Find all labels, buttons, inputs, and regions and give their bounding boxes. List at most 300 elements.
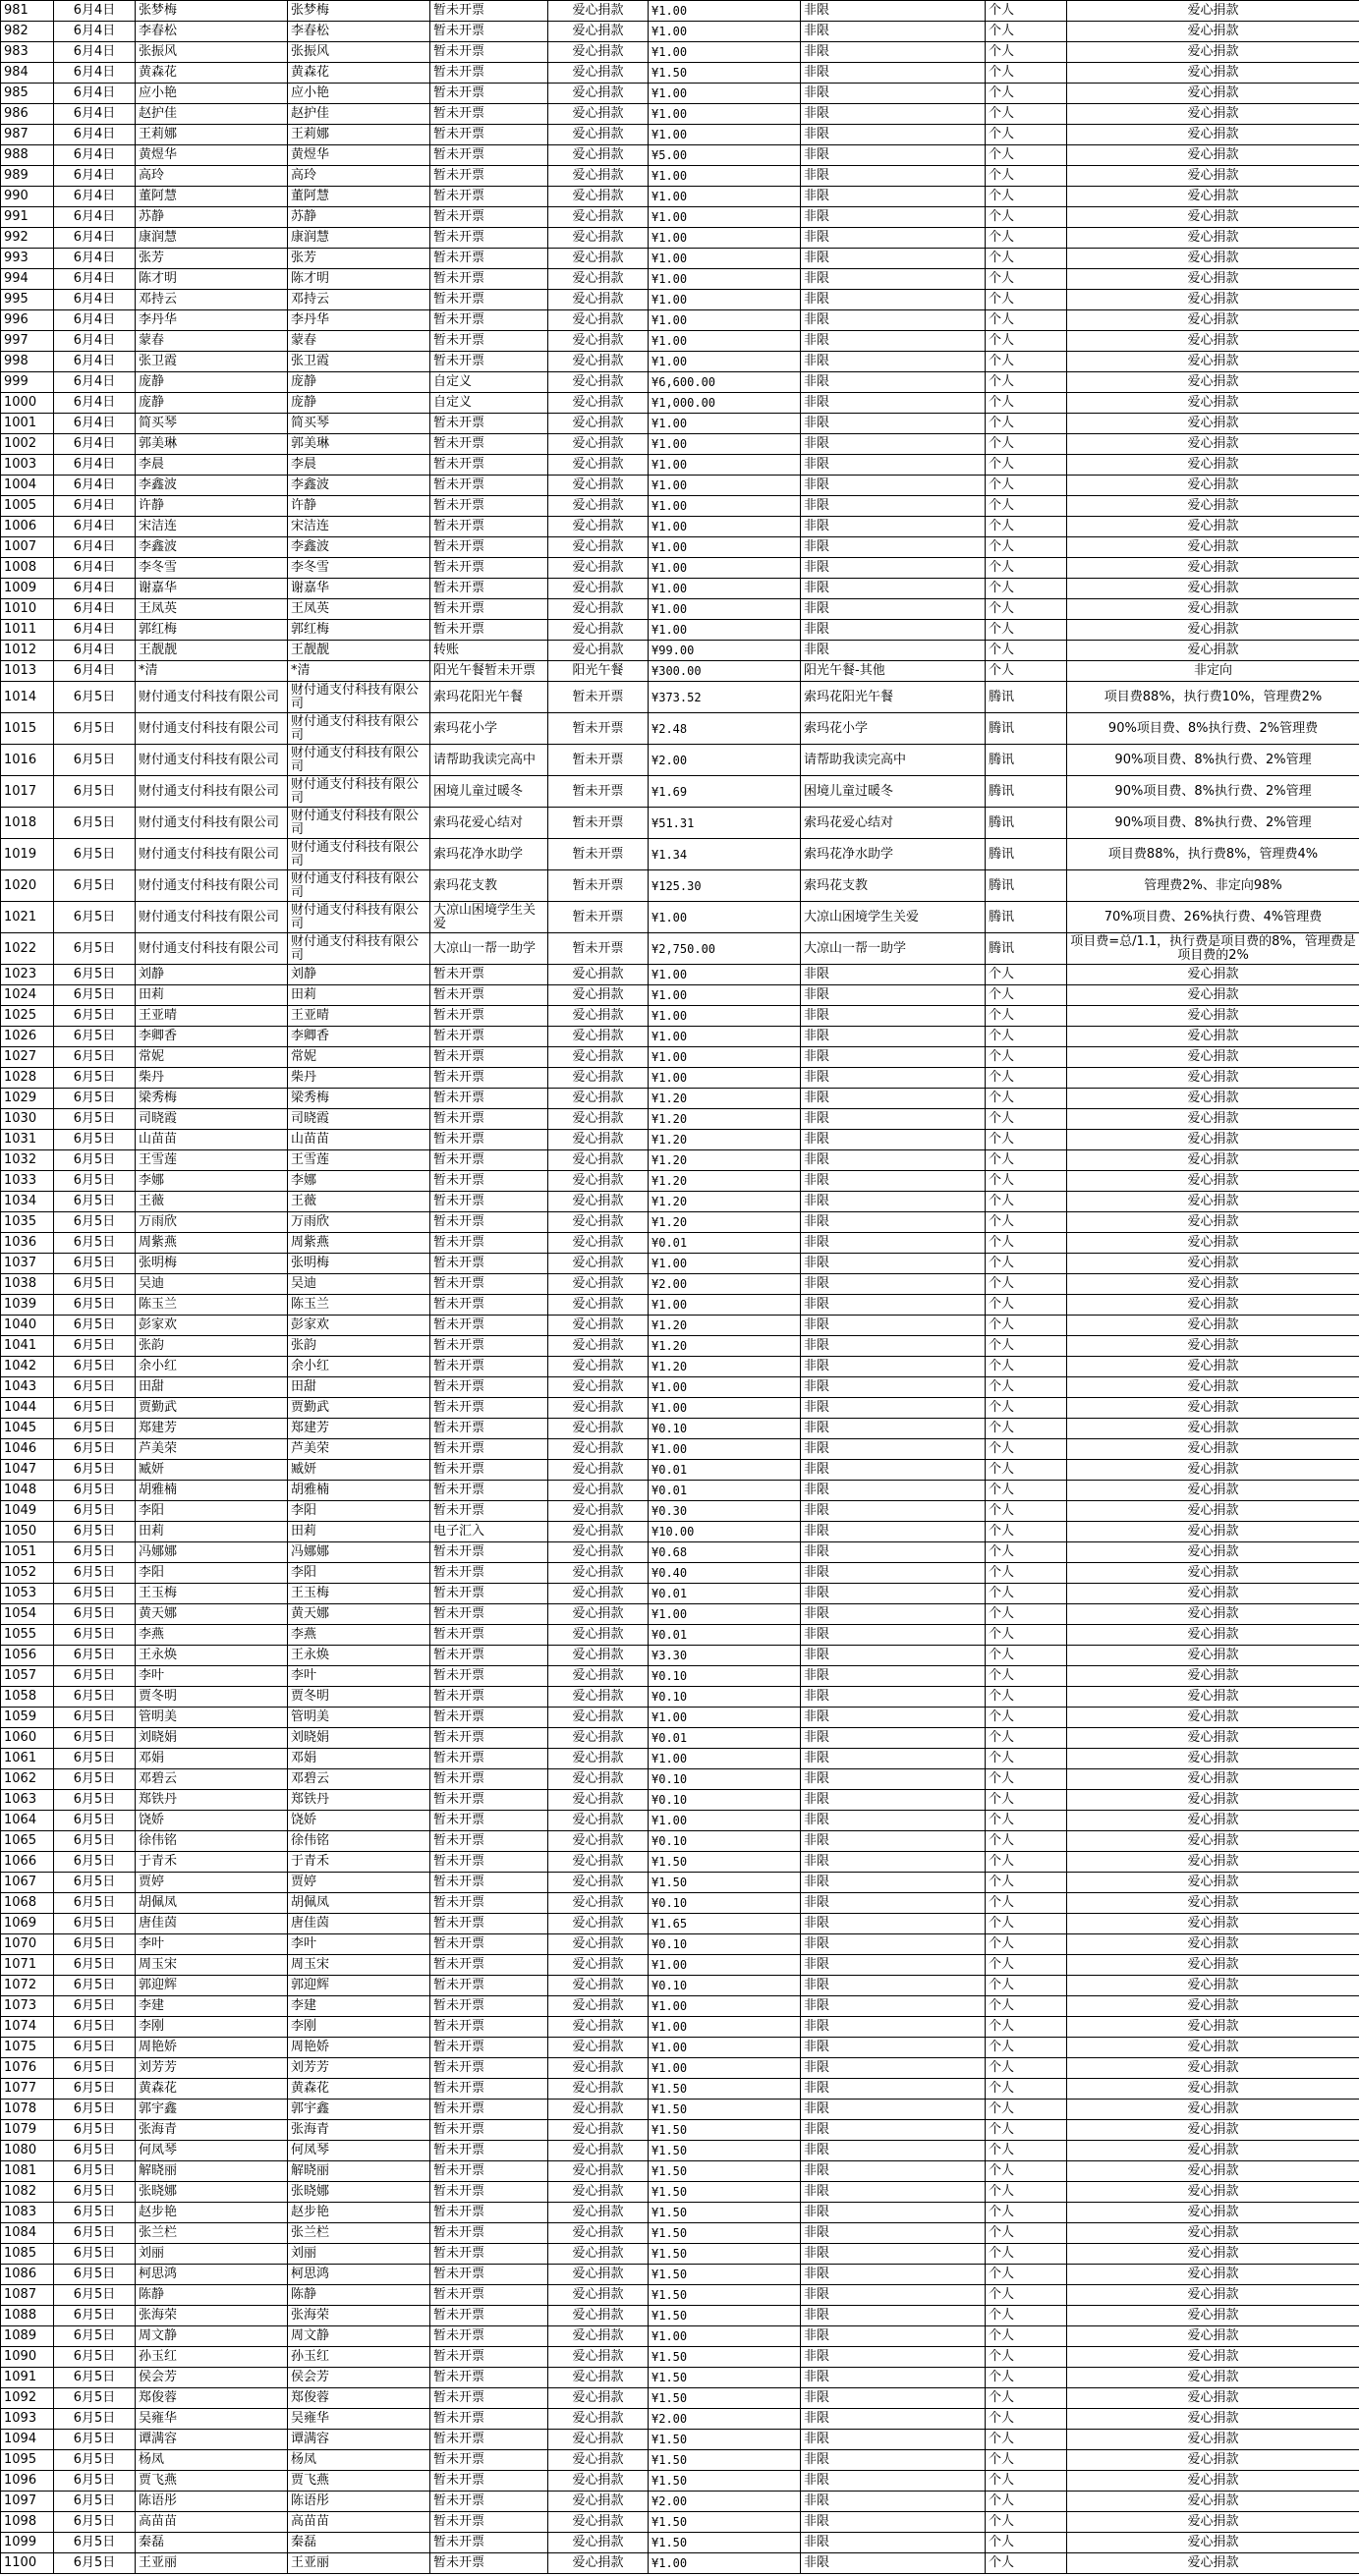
table-row — [1, 661, 1359, 682]
invoice-status-cell: 索玛花支教 — [430, 870, 548, 902]
table-row — [1, 2512, 1359, 2533]
donor-category-cell: 个人 — [986, 393, 1067, 414]
donation-date-cell: 6月4日 — [54, 104, 136, 125]
donation-date-cell: 6月5日 — [54, 1811, 136, 1831]
restriction-cell: 非限 — [801, 1996, 986, 2017]
invoice-status-cell: 暂未开票 — [430, 352, 548, 372]
donation-type-cell: 爱心捐款 — [548, 1914, 649, 1934]
donation-type-cell: 爱心捐款 — [548, 372, 649, 393]
invoice-status-cell: 暂未开票 — [430, 63, 548, 84]
fund-usage-cell: 爱心捐款 — [1067, 2161, 1359, 2182]
table-row — [1, 1171, 1359, 1192]
table-row — [1, 2120, 1359, 2141]
invoice-status-cell: 暂未开票 — [430, 1914, 548, 1934]
record-number-cell: 1092 — [1, 2388, 54, 2409]
fund-usage-cell: 爱心捐款 — [1067, 2326, 1359, 2347]
payer-name-cell: 饶娇 — [288, 1811, 430, 1831]
donation-type-cell: 爱心捐款 — [548, 2533, 649, 2553]
invoice-status-cell: 暂未开票 — [430, 1481, 548, 1501]
record-number-cell: 1043 — [1, 1377, 54, 1398]
invoice-status-cell: 暂未开票 — [430, 1955, 548, 1976]
record-number-cell: 1035 — [1, 1212, 54, 1233]
table-row — [1, 63, 1359, 84]
donation-type-cell: 爱心捐款 — [548, 1357, 649, 1377]
table-row — [1, 1934, 1359, 1955]
record-number-cell: 990 — [1, 187, 54, 207]
donor-category-cell: 个人 — [986, 2326, 1067, 2347]
donor-name-cell: 贾飞燕 — [136, 2471, 288, 2492]
donation-date-cell: 6月5日 — [54, 1852, 136, 1873]
invoice-status-cell: 暂未开票 — [430, 1233, 548, 1254]
invoice-status-cell: 暂未开票 — [430, 414, 548, 434]
payer-name-cell: 张明梅 — [288, 1254, 430, 1274]
donor-category-cell: 个人 — [986, 1604, 1067, 1625]
payer-name-cell: 郭迎辉 — [288, 1976, 430, 1996]
record-number-cell: 1084 — [1, 2223, 54, 2244]
donation-type-cell: 爱心捐款 — [548, 2100, 649, 2120]
donor-name-cell: 何凤琴 — [136, 2141, 288, 2161]
invoice-status-cell: 暂未开票 — [430, 2430, 548, 2450]
invoice-status-cell: 暂未开票 — [430, 558, 548, 579]
donation-date-cell: 6月5日 — [54, 1542, 136, 1563]
restriction-cell: 非限 — [801, 2141, 986, 2161]
fund-usage-cell: 爱心捐款 — [1067, 125, 1359, 145]
donation-date-cell: 6月5日 — [54, 2203, 136, 2223]
payer-name-cell: 赵护佳 — [288, 104, 430, 125]
restriction-cell: 大凉山一帮一助学 — [801, 933, 986, 965]
donation-type-cell: 爱心捐款 — [548, 2182, 649, 2203]
record-number-cell: 1082 — [1, 2182, 54, 2203]
invoice-status-cell: 暂未开票 — [430, 2368, 548, 2388]
fund-usage-cell: 爱心捐款 — [1067, 2553, 1359, 2574]
invoice-status-cell: 暂未开票 — [430, 228, 548, 249]
restriction-cell: 非限 — [801, 1687, 986, 1708]
donation-type-cell: 爱心捐款 — [548, 1604, 649, 1625]
invoice-status-cell: 暂未开票 — [430, 84, 548, 104]
restriction-cell: 非限 — [801, 641, 986, 661]
donor-category-cell: 个人 — [986, 1542, 1067, 1563]
invoice-status-cell: 暂未开票 — [430, 2223, 548, 2244]
record-number-cell: 1036 — [1, 1233, 54, 1254]
invoice-status-cell: 暂未开票 — [430, 1212, 548, 1233]
table-row — [1, 269, 1359, 290]
restriction-cell: 非限 — [801, 1027, 986, 1047]
donor-name-cell: 陈语彤 — [136, 2492, 288, 2512]
donation-type-cell: 爱心捐款 — [548, 1769, 649, 1790]
donation-date-cell: 6月5日 — [54, 2347, 136, 2368]
payer-name-cell: 常妮 — [288, 1047, 430, 1068]
donation-date-cell: 6月5日 — [54, 1914, 136, 1934]
table-row — [1, 2265, 1359, 2285]
payer-name-cell: 梁秀梅 — [288, 1089, 430, 1109]
record-number-cell: 983 — [1, 42, 54, 63]
table-row — [1, 42, 1359, 63]
record-number-cell: 1015 — [1, 713, 54, 745]
table-row — [1, 1068, 1359, 1089]
donor-category-cell: 个人 — [986, 1419, 1067, 1439]
table-row — [1, 2038, 1359, 2058]
donor-category-cell: 个人 — [986, 1955, 1067, 1976]
invoice-status-cell: 暂未开票 — [430, 1831, 548, 1852]
fund-usage-cell: 爱心捐款 — [1067, 1316, 1359, 1336]
donor-category-cell: 个人 — [986, 42, 1067, 63]
fund-usage-cell: 爱心捐款 — [1067, 1192, 1359, 1212]
amount-cell: ¥1.50 — [649, 2223, 801, 2244]
amount-cell: ¥0.01 — [649, 1233, 801, 1254]
donor-name-cell: 邓持云 — [136, 290, 288, 310]
restriction-cell: 非限 — [801, 1501, 986, 1522]
donor-name-cell: 郑建芳 — [136, 1419, 288, 1439]
donor-name-cell: 管明美 — [136, 1708, 288, 1728]
donor-name-cell: 田甜 — [136, 1377, 288, 1398]
donation-date-cell: 6月5日 — [54, 2306, 136, 2326]
record-number-cell: 1022 — [1, 933, 54, 965]
amount-cell: ¥1.50 — [649, 2430, 801, 2450]
donor-category-cell: 个人 — [986, 1914, 1067, 1934]
donor-category-cell: 个人 — [986, 2450, 1067, 2471]
donor-name-cell: 周紫燕 — [136, 1233, 288, 1254]
record-number-cell: 1089 — [1, 2326, 54, 2347]
invoice-status-cell: 暂未开票 — [430, 125, 548, 145]
payer-name-cell: 刘丽 — [288, 2244, 430, 2265]
table-row — [1, 434, 1359, 455]
donor-category-cell: 个人 — [986, 2100, 1067, 2120]
invoice-status-cell: 暂未开票 — [430, 1006, 548, 1027]
fund-usage-cell: 爱心捐款 — [1067, 599, 1359, 620]
record-number-cell: 1069 — [1, 1914, 54, 1934]
amount-cell: ¥1.50 — [649, 2161, 801, 2182]
donor-name-cell: 财付通支付科技有限公司 — [136, 839, 288, 870]
donation-date-cell: 6月5日 — [54, 1171, 136, 1192]
fund-usage-cell: 爱心捐款 — [1067, 1728, 1359, 1749]
donor-category-cell: 个人 — [986, 2492, 1067, 2512]
donor-name-cell: 徐伟铭 — [136, 1831, 288, 1852]
donor-name-cell: 蒙春 — [136, 331, 288, 352]
donor-name-cell: 万雨欣 — [136, 1212, 288, 1233]
fund-usage-cell: 爱心捐款 — [1067, 2450, 1359, 2471]
donor-name-cell: 刘晓娟 — [136, 1728, 288, 1749]
donor-name-cell: 刘静 — [136, 965, 288, 985]
donation-date-cell: 6月4日 — [54, 331, 136, 352]
amount-cell: ¥1.00 — [649, 558, 801, 579]
table-row — [1, 496, 1359, 517]
amount-cell: ¥2,750.00 — [649, 933, 801, 965]
donation-date-cell: 6月5日 — [54, 2038, 136, 2058]
donation-date-cell: 6月4日 — [54, 1, 136, 22]
invoice-status-cell: 暂未开票 — [430, 985, 548, 1006]
table-row — [1, 1708, 1359, 1728]
record-number-cell: 1000 — [1, 393, 54, 414]
amount-cell: ¥1.20 — [649, 1212, 801, 1233]
fund-usage-cell: 爱心捐款 — [1067, 1831, 1359, 1852]
donor-name-cell: 山苗苗 — [136, 1130, 288, 1150]
table-row — [1, 745, 1359, 776]
payer-name-cell: 管明美 — [288, 1708, 430, 1728]
donor-name-cell: 胡佩凤 — [136, 1893, 288, 1914]
invoice-status-cell: 暂未开票 — [430, 2120, 548, 2141]
invoice-status-cell: 暂未开票 — [430, 496, 548, 517]
donation-date-cell: 6月5日 — [54, 1295, 136, 1316]
record-number-cell: 1066 — [1, 1852, 54, 1873]
table-row — [1, 2368, 1359, 2388]
amount-cell: ¥1.00 — [649, 537, 801, 558]
donation-date-cell: 6月5日 — [54, 1027, 136, 1047]
donor-category-cell: 个人 — [986, 620, 1067, 641]
table-row — [1, 1233, 1359, 1254]
fund-usage-cell: 爱心捐款 — [1067, 1, 1359, 22]
donor-name-cell: 陈静 — [136, 2285, 288, 2306]
restriction-cell: 非限 — [801, 1068, 986, 1089]
restriction-cell: 非限 — [801, 434, 986, 455]
donation-type-cell: 爱心捐款 — [548, 2553, 649, 2574]
table-row — [1, 1274, 1359, 1295]
table-row — [1, 1336, 1359, 1357]
donation-type-cell: 爱心捐款 — [548, 1089, 649, 1109]
donor-category-cell: 个人 — [986, 2161, 1067, 2182]
donor-name-cell: 李建 — [136, 1996, 288, 2017]
donor-name-cell: 周玉宋 — [136, 1955, 288, 1976]
fund-usage-cell: 爱心捐款 — [1067, 1708, 1359, 1728]
donation-type-cell: 爱心捐款 — [548, 1790, 649, 1811]
fund-usage-cell: 爱心捐款 — [1067, 1377, 1359, 1398]
donation-date-cell: 6月5日 — [54, 2512, 136, 2533]
fund-usage-cell: 爱心捐款 — [1067, 1501, 1359, 1522]
fund-usage-cell: 爱心捐款 — [1067, 1934, 1359, 1955]
payer-name-cell: 张韵 — [288, 1336, 430, 1357]
payer-name-cell: 彭家欢 — [288, 1316, 430, 1336]
fund-usage-cell: 爱心捐款 — [1067, 104, 1359, 125]
donation-date-cell: 6月5日 — [54, 713, 136, 745]
restriction-cell: 非限 — [801, 2368, 986, 2388]
invoice-status-cell: 暂未开票 — [430, 1893, 548, 1914]
donor-name-cell: 郭迎辉 — [136, 1976, 288, 1996]
record-number-cell: 1001 — [1, 414, 54, 434]
donation-type-cell: 爱心捐款 — [548, 1687, 649, 1708]
restriction-cell: 非限 — [801, 166, 986, 187]
table-row — [1, 1955, 1359, 1976]
donor-name-cell: 郑俊蓉 — [136, 2388, 288, 2409]
payer-name-cell: 田莉 — [288, 1522, 430, 1542]
invoice-status-cell: 暂未开票 — [430, 310, 548, 331]
amount-cell: ¥1.00 — [649, 1811, 801, 1831]
table-row — [1, 1150, 1359, 1171]
restriction-cell: 非限 — [801, 393, 986, 414]
donation-type-cell: 爱心捐款 — [548, 187, 649, 207]
record-number-cell: 1006 — [1, 517, 54, 537]
donation-date-cell: 6月5日 — [54, 682, 136, 713]
table-row — [1, 2203, 1359, 2223]
restriction-cell: 非限 — [801, 1274, 986, 1295]
record-number-cell: 1085 — [1, 2244, 54, 2265]
donor-category-cell: 个人 — [986, 1769, 1067, 1790]
record-number-cell: 1093 — [1, 2409, 54, 2430]
donor-name-cell: 赵步艳 — [136, 2203, 288, 2223]
fund-usage-cell: 爱心捐款 — [1067, 393, 1359, 414]
amount-cell: ¥1.00 — [649, 434, 801, 455]
donor-name-cell: 郑铁丹 — [136, 1790, 288, 1811]
invoice-status-cell: 暂未开票 — [430, 579, 548, 599]
payer-name-cell: 郭宇鑫 — [288, 2100, 430, 2120]
fund-usage-cell: 爱心捐款 — [1067, 1439, 1359, 1460]
donor-category-cell: 个人 — [986, 1, 1067, 22]
donor-name-cell: 田莉 — [136, 985, 288, 1006]
payer-name-cell: 郭美琳 — [288, 434, 430, 455]
restriction-cell: 非限 — [801, 2017, 986, 2038]
record-number-cell: 1012 — [1, 641, 54, 661]
table-row — [1, 1357, 1359, 1377]
payer-name-cell: 王凤英 — [288, 599, 430, 620]
amount-cell: ¥1.20 — [649, 1130, 801, 1150]
donor-category-cell: 个人 — [986, 2203, 1067, 2223]
payer-name-cell: 张振风 — [288, 42, 430, 63]
invoice-status-cell: 暂未开票 — [430, 1749, 548, 1769]
fund-usage-cell: 爱心捐款 — [1067, 496, 1359, 517]
invoice-status-cell: 暂未开票 — [430, 331, 548, 352]
invoice-status-cell: 暂未开票 — [430, 1563, 548, 1584]
donation-date-cell: 6月5日 — [54, 1934, 136, 1955]
donor-name-cell: 李叶 — [136, 1666, 288, 1687]
record-number-cell: 1073 — [1, 1996, 54, 2017]
donor-name-cell: 司晓霞 — [136, 1109, 288, 1130]
donor-name-cell: 财付通支付科技有限公司 — [136, 713, 288, 745]
donation-type-cell: 爱心捐款 — [548, 1419, 649, 1439]
donor-category-cell: 腾讯 — [986, 745, 1067, 776]
donation-date-cell: 6月4日 — [54, 414, 136, 434]
donation-date-cell: 6月5日 — [54, 1708, 136, 1728]
payer-name-cell: 财付通支付科技有限公司 — [288, 902, 430, 933]
record-number-cell: 1010 — [1, 599, 54, 620]
donation-date-cell: 6月5日 — [54, 1439, 136, 1460]
donation-date-cell: 6月5日 — [54, 1192, 136, 1212]
table-row — [1, 1027, 1359, 1047]
restriction-cell: 非限 — [801, 2223, 986, 2244]
payer-name-cell: 庞静 — [288, 372, 430, 393]
payer-name-cell: 柴丹 — [288, 1068, 430, 1089]
fund-usage-cell: 爱心捐款 — [1067, 2100, 1359, 2120]
donation-type-cell: 爱心捐款 — [548, 2347, 649, 2368]
table-row — [1, 476, 1359, 496]
fund-usage-cell: 爱心捐款 — [1067, 1604, 1359, 1625]
donation-date-cell: 6月5日 — [54, 2492, 136, 2512]
donor-category-cell: 个人 — [986, 2244, 1067, 2265]
donation-type-cell: 爱心捐款 — [548, 1377, 649, 1398]
record-number-cell: 1044 — [1, 1398, 54, 1419]
donation-type-cell: 爱心捐款 — [548, 1666, 649, 1687]
table-row — [1, 2141, 1359, 2161]
amount-cell: ¥1.34 — [649, 839, 801, 870]
donor-category-cell: 个人 — [986, 2141, 1067, 2161]
donor-name-cell: 王莉娜 — [136, 125, 288, 145]
payer-name-cell: 财付通支付科技有限公司 — [288, 870, 430, 902]
fund-usage-cell: 爱心捐款 — [1067, 1563, 1359, 1584]
donation-date-cell: 6月5日 — [54, 870, 136, 902]
table-row — [1, 2409, 1359, 2430]
fund-usage-cell: 管理费2%、非定向98% — [1067, 870, 1359, 902]
donation-date-cell: 6月4日 — [54, 145, 136, 166]
payer-name-cell: 董阿慧 — [288, 187, 430, 207]
donor-name-cell: 刘丽 — [136, 2244, 288, 2265]
donor-name-cell: 王玉梅 — [136, 1584, 288, 1604]
fund-usage-cell: 爱心捐款 — [1067, 1811, 1359, 1831]
table-row — [1, 1089, 1359, 1109]
donor-name-cell: 谢嘉华 — [136, 579, 288, 599]
payer-name-cell: 陈玉兰 — [288, 1295, 430, 1316]
donor-category-cell: 个人 — [986, 1109, 1067, 1130]
table-row — [1, 1481, 1359, 1501]
donor-name-cell: 财付通支付科技有限公司 — [136, 870, 288, 902]
table-row — [1, 1542, 1359, 1563]
payer-name-cell: 李丹华 — [288, 310, 430, 331]
fund-usage-cell: 爱心捐款 — [1067, 2471, 1359, 2492]
table-row — [1, 207, 1359, 228]
fund-usage-cell: 爱心捐款 — [1067, 1976, 1359, 1996]
donor-name-cell: 柴丹 — [136, 1068, 288, 1089]
restriction-cell: 非限 — [801, 2058, 986, 2079]
donor-category-cell: 个人 — [986, 537, 1067, 558]
donation-type-cell: 爱心捐款 — [548, 1893, 649, 1914]
donation-type-cell: 爱心捐款 — [548, 1295, 649, 1316]
donor-category-cell: 个人 — [986, 1811, 1067, 1831]
invoice-status-cell: 转账 — [430, 641, 548, 661]
invoice-status-cell: 暂未开票 — [430, 1357, 548, 1377]
invoice-status-cell: 暂未开票 — [430, 620, 548, 641]
donation-type-cell: 爱心捐款 — [548, 2492, 649, 2512]
donation-type-cell: 暂未开票 — [548, 839, 649, 870]
table-row — [1, 393, 1359, 414]
fund-usage-cell: 爱心捐款 — [1067, 517, 1359, 537]
restriction-cell: 非限 — [801, 1439, 986, 1460]
donor-name-cell: 张晓娜 — [136, 2182, 288, 2203]
restriction-cell: 非限 — [801, 2553, 986, 2574]
donor-name-cell: 财付通支付科技有限公司 — [136, 902, 288, 933]
amount-cell: ¥1.50 — [649, 1873, 801, 1893]
donor-name-cell: 张韵 — [136, 1336, 288, 1357]
donor-name-cell: 贾冬明 — [136, 1687, 288, 1708]
donation-type-cell: 爱心捐款 — [548, 63, 649, 84]
payer-name-cell: 王永焕 — [288, 1646, 430, 1666]
restriction-cell: 非限 — [801, 1419, 986, 1439]
record-number-cell: 1018 — [1, 808, 54, 839]
table-row — [1, 1976, 1359, 1996]
donation-date-cell: 6月5日 — [54, 2182, 136, 2203]
donor-category-cell: 个人 — [986, 1996, 1067, 2017]
amount-cell: ¥0.10 — [649, 1976, 801, 1996]
fund-usage-cell: 爱心捐款 — [1067, 1481, 1359, 1501]
record-number-cell: 1008 — [1, 558, 54, 579]
donation-date-cell: 6月5日 — [54, 2368, 136, 2388]
fund-usage-cell: 爱心捐款 — [1067, 965, 1359, 985]
amount-cell: ¥1.00 — [649, 1254, 801, 1274]
restriction-cell: 非限 — [801, 1, 986, 22]
payer-name-cell: 财付通支付科技有限公司 — [288, 713, 430, 745]
amount-cell: ¥1.00 — [649, 22, 801, 42]
donation-date-cell: 6月5日 — [54, 808, 136, 839]
fund-usage-cell: 爱心捐款 — [1067, 228, 1359, 249]
table-row — [1, 2347, 1359, 2368]
donation-date-cell: 6月5日 — [54, 1357, 136, 1377]
fund-usage-cell: 爱心捐款 — [1067, 537, 1359, 558]
donation-type-cell: 爱心捐款 — [548, 1708, 649, 1728]
restriction-cell: 非限 — [801, 228, 986, 249]
donor-name-cell: 董阿慧 — [136, 187, 288, 207]
donation-date-cell: 6月4日 — [54, 558, 136, 579]
donation-date-cell: 6月5日 — [54, 1006, 136, 1027]
record-number-cell: 984 — [1, 63, 54, 84]
donor-name-cell: 张卫霞 — [136, 352, 288, 372]
record-number-cell: 1021 — [1, 902, 54, 933]
restriction-cell: 非限 — [801, 1150, 986, 1171]
table-row — [1, 965, 1359, 985]
